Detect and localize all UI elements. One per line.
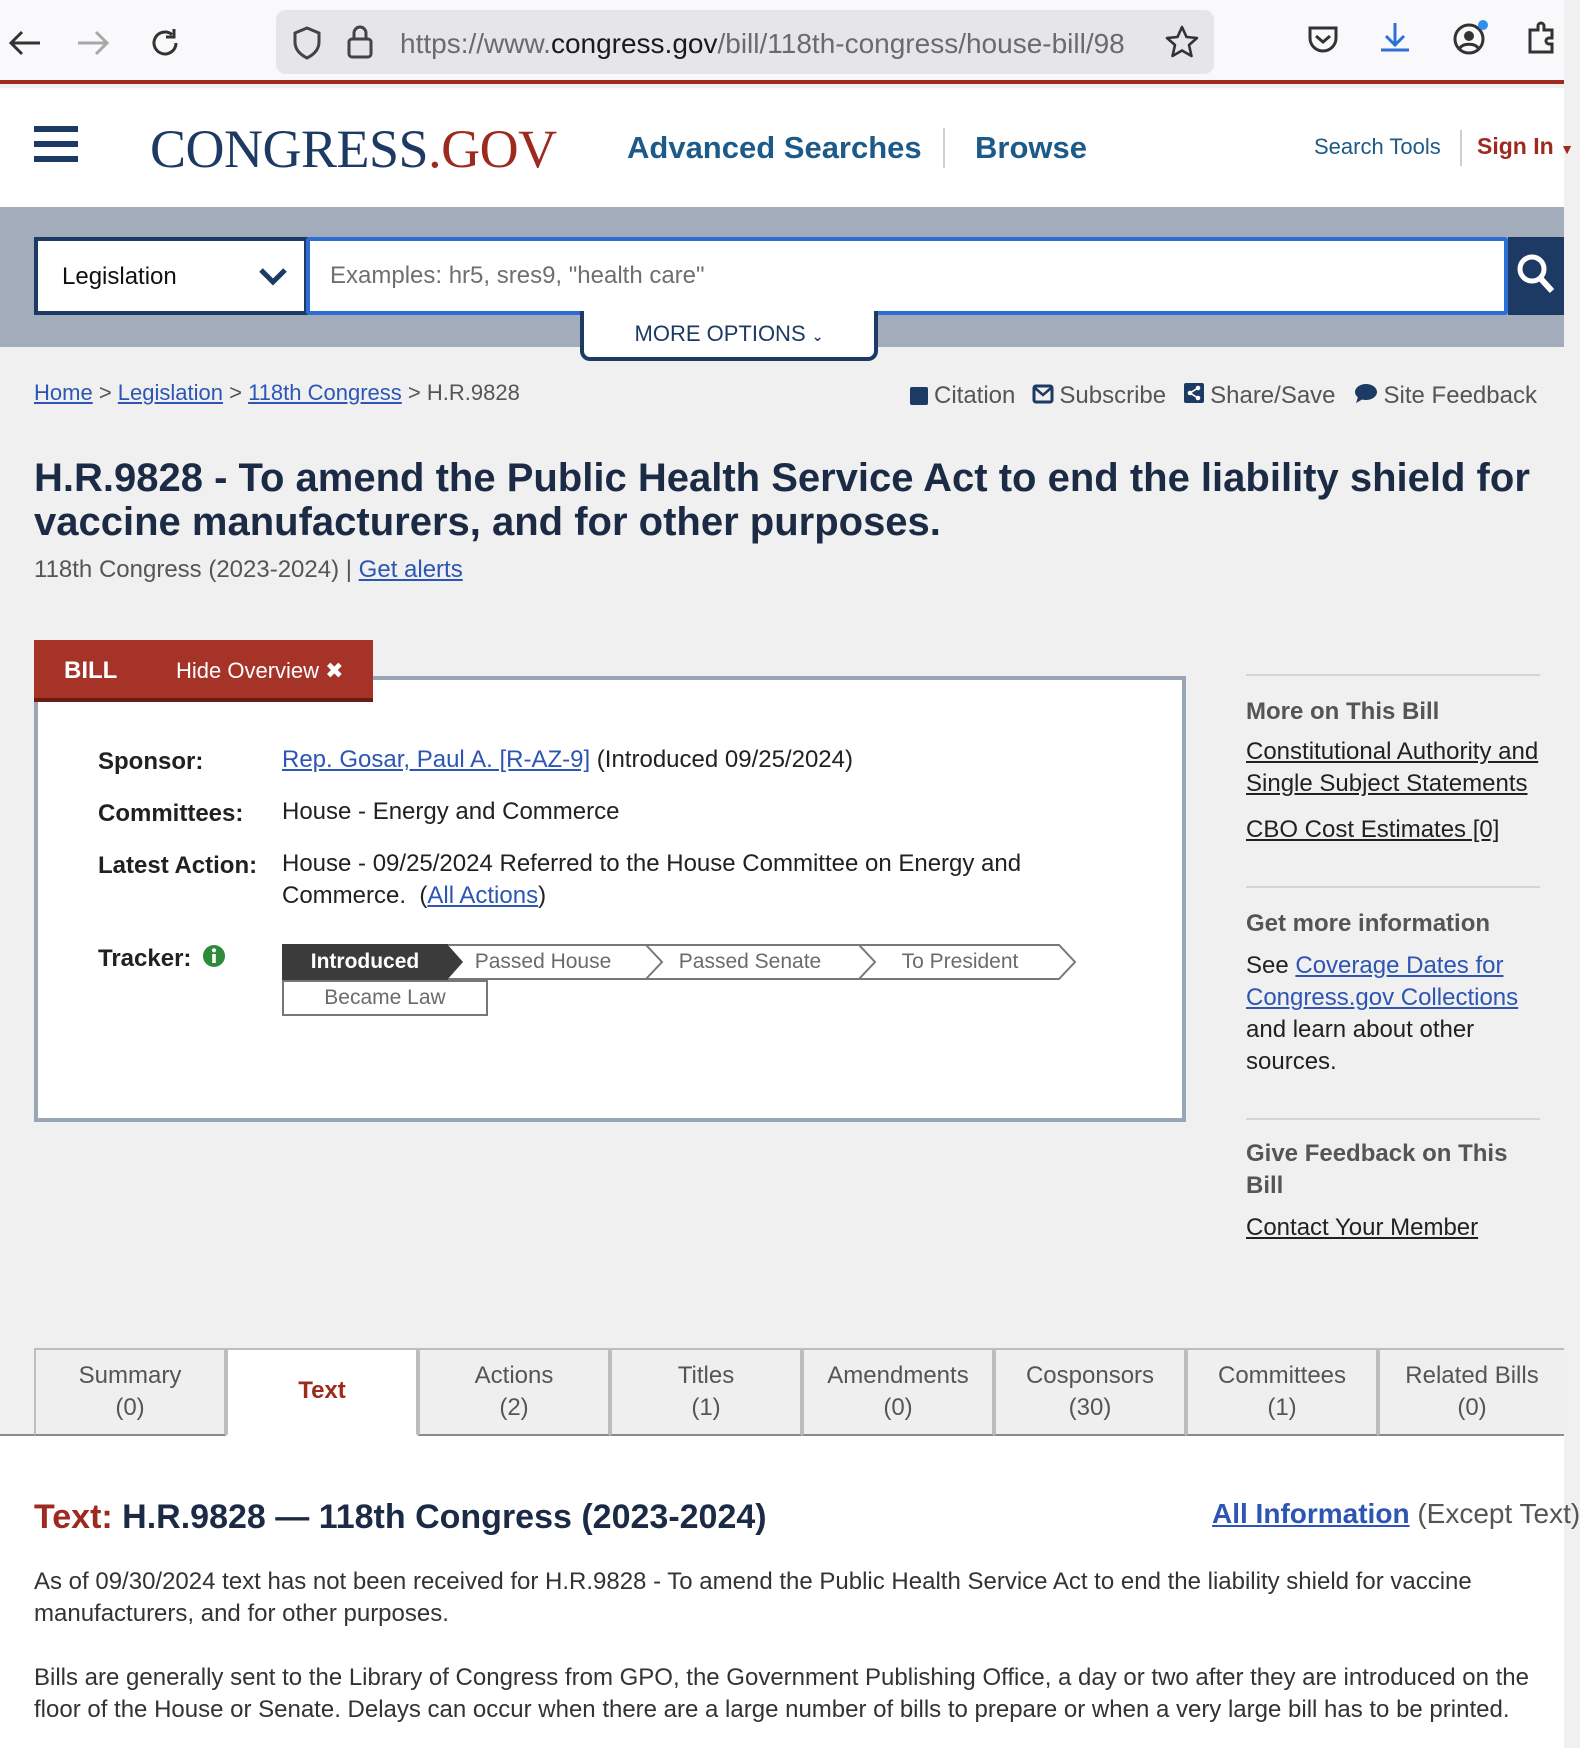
chevron-down-icon: ⌄ <box>811 328 824 344</box>
reload-icon[interactable] <box>140 18 190 68</box>
constitutional-authority-link[interactable]: Constitutional Authority and Single Subject Statements <box>1246 738 1539 797</box>
subscribe-button[interactable]: Subscribe <box>1033 382 1166 410</box>
more-on-bill-heading: More on This Bill <box>1246 698 1440 725</box>
committees-value: House - Energy and Commerce <box>282 798 620 825</box>
nav-divider <box>1460 130 1462 166</box>
close-icon: ✖ <box>325 658 344 683</box>
breadcrumb-home[interactable]: Home <box>34 380 93 405</box>
text-section <box>0 1436 1580 1748</box>
download-icon[interactable] <box>1378 20 1412 61</box>
text-heading: Text: H.R.9828 — 118th Congress (2023-2024) <box>34 1498 767 1536</box>
tab-cosponsors[interactable]: Cosponsors (30) <box>994 1348 1186 1436</box>
search-input[interactable] <box>330 253 1480 299</box>
share-save-button[interactable]: Share/Save <box>1184 382 1335 410</box>
account-icon[interactable] <box>1450 18 1490 63</box>
lock-icon[interactable] <box>346 24 374 65</box>
speech-bubble-icon <box>1354 382 1378 410</box>
pocket-icon[interactable] <box>1306 22 1340 61</box>
latest-action-value: House - 09/25/2024 Referred to the House Committee on Energy and Commerce. (All Actions) <box>282 850 1022 909</box>
congress-line <box>34 556 463 584</box>
tracker-label: Tracker: <box>98 944 226 975</box>
latest-action-label: Latest Action: <box>98 852 258 879</box>
browse-link[interactable]: Browse <box>975 130 1087 165</box>
tab-committees[interactable]: Committees (1) <box>1186 1348 1378 1436</box>
sign-in-button[interactable]: Sign In ▼ <box>1477 133 1574 159</box>
all-information-container <box>1212 1498 1580 1530</box>
bill-tabs <box>34 1348 1564 1436</box>
tracker-step-passed-house: Passed House <box>474 950 612 973</box>
tracker-step-became-law: Became Law <box>282 980 488 1016</box>
breadcrumb <box>34 380 520 406</box>
search-scope-value: Legislation <box>62 263 177 290</box>
sponsor-label: Sponsor: <box>98 748 204 775</box>
citation-button[interactable]: Citation <box>910 382 1015 410</box>
citation-icon <box>910 387 928 405</box>
breadcrumb-congress[interactable]: 118th Congress <box>248 380 402 405</box>
page-tools <box>910 382 1537 410</box>
tab-amendments[interactable]: Amendments (0) <box>802 1348 994 1436</box>
breadcrumb-separator: > <box>229 380 242 405</box>
extensions-icon[interactable] <box>1524 20 1558 61</box>
congress-session: 118th Congress (2023-2024) | <box>34 556 352 583</box>
chevron-down-icon: ▼ <box>1560 141 1574 157</box>
committees-label: Committees: <box>98 800 244 827</box>
back-icon[interactable] <box>0 18 50 68</box>
tab-related-bills[interactable]: Related Bills (0) <box>1378 1348 1564 1436</box>
contact-your-member-link[interactable]: Contact Your Member <box>1246 1214 1479 1241</box>
sidebar-divider <box>1246 1118 1540 1120</box>
url-text: https://www.congress.gov/bill/118th-congress/house-bill/98 <box>400 28 1125 59</box>
bill-overview-panel <box>34 676 1186 1122</box>
all-information-link[interactable]: All Information <box>1212 1498 1410 1529</box>
site-feedback-button[interactable]: Site Feedback <box>1354 382 1537 410</box>
bill-overview-tab <box>34 640 373 702</box>
advanced-searches-link[interactable]: Advanced Searches <box>627 130 922 165</box>
sponsor-introduced-note: (Introduced 09/25/2024) <box>596 746 853 773</box>
nav-divider <box>943 128 945 168</box>
tracker-step-to-president: To President <box>901 950 1019 973</box>
hamburger-menu-icon[interactable] <box>34 124 78 169</box>
browser-toolbar <box>0 0 1564 84</box>
all-actions-link[interactable]: All Actions <box>427 882 539 909</box>
latest-action-text: House - 09/25/2024 Referred to the House Committee on Energy and Commerce. <box>282 850 1022 909</box>
sponsor-value <box>282 744 853 776</box>
search-bar <box>0 207 1564 347</box>
search-tools-link[interactable]: Search Tools <box>1314 134 1441 159</box>
tab-summary[interactable]: Summary (0) <box>34 1348 226 1436</box>
forward-icon[interactable] <box>68 18 118 68</box>
share-icon <box>1184 382 1204 410</box>
coverage-text: See Coverage Dates for Congress.gov Collections and learn about other sources. <box>1246 952 1519 1075</box>
breadcrumb-legislation[interactable]: Legislation <box>117 380 223 405</box>
chevron-down-icon <box>258 267 288 292</box>
search-scope-select[interactable] <box>34 237 308 315</box>
get-more-info-heading: Get more information <box>1246 910 1491 937</box>
sponsor-link[interactable]: Rep. Gosar, Paul A. [R-AZ-9] <box>282 746 591 773</box>
tracker-step-introduced: Introduced <box>282 944 448 980</box>
tab-text[interactable]: Text <box>226 1348 418 1436</box>
more-options-button[interactable]: MORE OPTIONS ⌄ <box>580 311 878 361</box>
info-icon[interactable] <box>202 944 226 975</box>
cbo-cost-estimates-link[interactable]: CBO Cost Estimates [0] <box>1246 816 1500 843</box>
get-alerts-link[interactable]: Get alerts <box>358 556 463 583</box>
search-input-wrapper <box>306 237 1508 315</box>
shield-icon[interactable] <box>292 26 322 65</box>
search-icon <box>1516 253 1556 300</box>
tab-actions[interactable]: Actions (2) <box>418 1348 610 1436</box>
search-button[interactable] <box>1508 237 1564 315</box>
address-bar[interactable] <box>276 10 1214 74</box>
breadcrumb-separator: > <box>407 380 421 405</box>
envelope-icon <box>1033 382 1053 410</box>
breadcrumb-current: H.R.9828 <box>426 380 520 405</box>
site-header <box>0 88 1574 207</box>
tracker-step-passed-senate: Passed Senate <box>678 950 822 973</box>
text-info-paragraph: Bills are generally sent to the Library of Congress from GPO, the Government Publishing Office, a day or two after they are introduced on the floor of the House or Senate. Delays can occur when there are a large number of bills to prepare or when a very large bill has to be printed. <box>34 1664 1529 1723</box>
congress-gov-logo[interactable]: CONGRESS.GOV <box>150 119 557 179</box>
sidebar-divider <box>1246 886 1540 888</box>
coverage-dates-link[interactable]: Coverage Dates for Congress.gov Collections <box>1246 952 1519 1011</box>
breadcrumb-separator: > <box>98 380 112 405</box>
give-feedback-heading: Give Feedback on This Bill <box>1246 1140 1508 1199</box>
page-title: H.R.9828 - To amend the Public Health Service Act to end the liability shield for vaccine manufacturers, and for other purposes. <box>34 456 1530 544</box>
bill-tab-label: BILL <box>64 657 118 684</box>
bookmark-star-icon[interactable] <box>1164 24 1200 65</box>
tab-titles[interactable]: Titles (1) <box>610 1348 802 1436</box>
hide-overview-button[interactable]: Hide Overview ✖ <box>176 658 344 683</box>
text-status-paragraph: As of 09/30/2024 text has not been received for H.R.9828 - To amend the Public Health Service Act to end the liability shield for vaccine manufacturers, and for other purposes. <box>34 1568 1472 1627</box>
sidebar-divider <box>1246 674 1540 676</box>
except-text-note: (Except Text) <box>1417 1498 1580 1529</box>
